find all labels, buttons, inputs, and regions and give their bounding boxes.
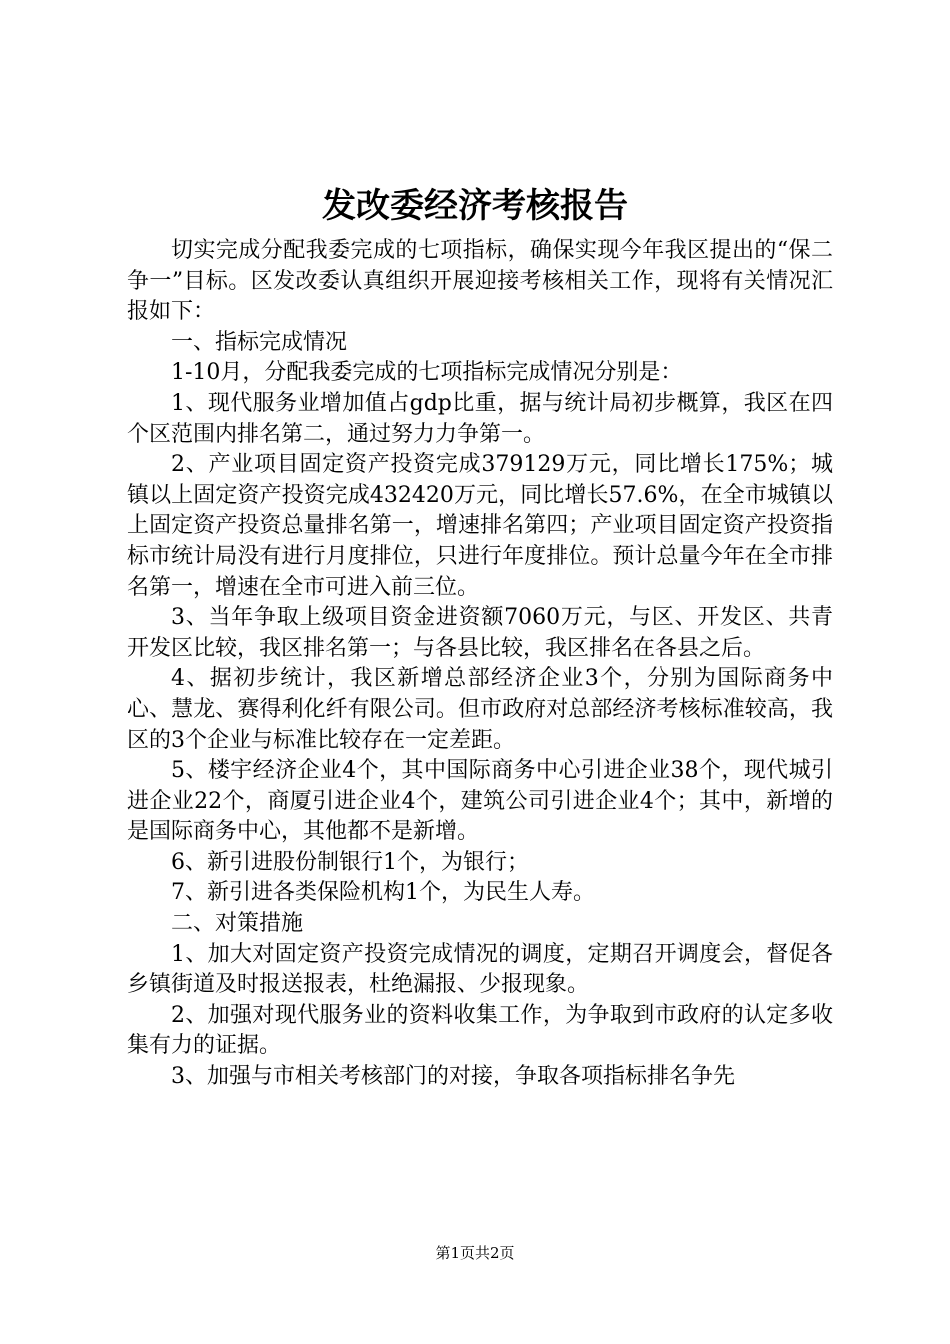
paragraph-item-3: 3、当年争取上级项目资金进资额7060万元，与区、开发区、共青开发区比较，我区排名第一；与各县比较，我区排名在各县之后。 xyxy=(127,605,833,661)
paragraph-item-6: 6、新引进股份制银行1个，为银行； xyxy=(171,849,529,875)
document-title: 发改委经济考核报告 xyxy=(322,186,628,226)
document-body xyxy=(127,236,833,1093)
paragraph-item-1: 1、现代服务业增加值占gdp比重，据与统计局初步概算，我区在四个区范围内排名第二，通过努力力争第一。 xyxy=(127,390,833,447)
paragraph-intro: 切实完成分配我委完成的七项指标，确保实现今年我区提出的“保二争一”目标。区发改委认真组织开展迎接考核相关工作，现将有关情况汇报如下： xyxy=(127,238,833,325)
paragraph-item-4: 4、据初步统计，我区新增总部经济企业3个，分别为国际商务中心、慧龙、赛得利化纤有限公司。但市政府对总部经济考核标准较高，我区的3个企业与标准比较存在一定差距。 xyxy=(127,666,833,753)
section-heading-1: 一、指标完成情况 xyxy=(171,329,348,355)
paragraph-item-7: 7、新引进各类保险机构1个，为民生人寿。 xyxy=(171,880,595,906)
section-heading-2: 二、对策措施 xyxy=(171,911,304,937)
page-footer xyxy=(0,1243,950,1263)
paragraph-item-5: 5、楼宇经济企业4个，其中国际商务中心引进企业38个，现代城引进企业22个，商厦引进企业4个，建筑公司引进企业4个；其中，新增的是国际商务中心，其他都不是新增。 xyxy=(127,758,833,845)
page-number-current: 第1页 xyxy=(435,1244,475,1262)
paragraph-measure-3: 3、加强与市相关考核部门的对接，争取各项指标排名争先 xyxy=(171,1064,735,1090)
paragraph-item-2: 2、产业项目固定资产投资完成379129万元，同比增长175%；城镇以上固定资产投资完成432420万元，同比增长57.6%，在全市城镇以上固定资产投资总量排名第一，增速排名第四；产业项目固定资产投资指标市统计局没有进行月度排位，只进行年度排位。预计总量今年在全市排名第一，增速在全市可进入前三位。 xyxy=(127,452,833,600)
page-number-total: 共2页 xyxy=(475,1244,515,1262)
paragraph-measure-1: 1、加大对固定资产投资完成情况的调度，定期召开调度会，督促各乡镇街道及时报送报表，杜绝漏报、少报现象。 xyxy=(127,941,833,998)
paragraph-summary: 1-10月，分配我委完成的七项指标完成情况分别是： xyxy=(171,360,683,386)
paragraph-measure-2: 2、加强对现代服务业的资料收集工作，为争取到市政府的认定多收集有力的证据。 xyxy=(127,1002,833,1059)
